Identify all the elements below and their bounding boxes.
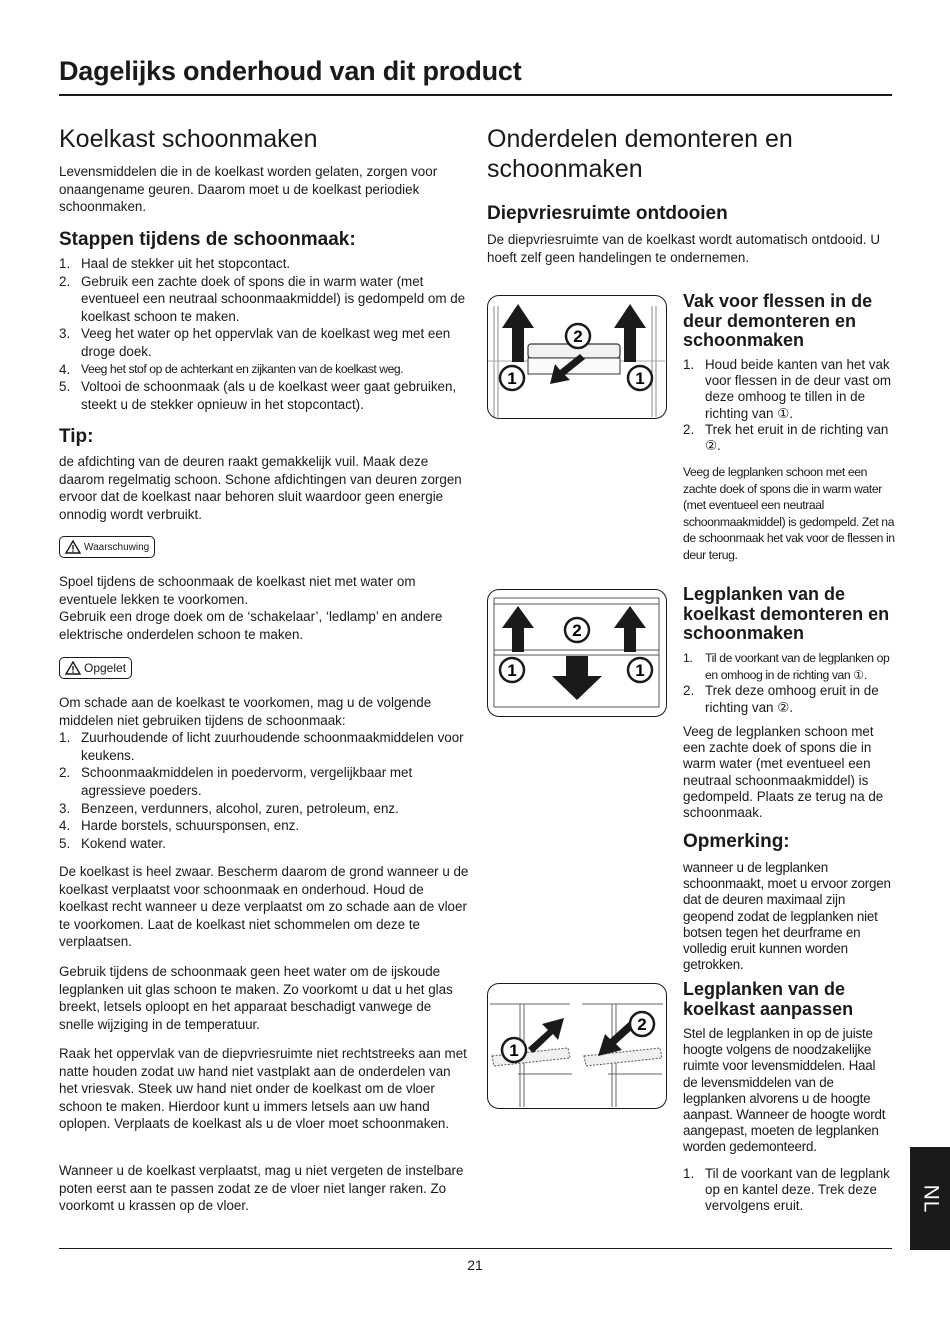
bottle-heading: Vak voor flessen in de deur demonteren en schoonmaken (683, 291, 873, 350)
intro-paragraph: Levensmiddelen die in de koelkast worden gelaten, zorgen voor onaangename geuren. Daarom moet u de koelkast periodiek schoonmaken. (59, 164, 438, 215)
list-text: Gebruik een zachte doek of spons die in warm water (met eventueel een neutraal schoonmaakmiddel) is gedompeld om de koelkast schoon te maken. (81, 273, 466, 324)
list-number: 5. (59, 379, 71, 395)
list-text: Veeg het water op het oppervlak van de koelkast weg met een droge doek. (81, 326, 451, 359)
adjust-illustration (488, 984, 665, 1107)
cleaning-steps-list (59, 255, 469, 413)
list-item (59, 835, 469, 853)
list-text: Til de voorkant van de legplank op en kantel deze. Trek deze vervolgens eruit. (705, 1166, 890, 1214)
list-item (683, 1166, 893, 1215)
warning-badge (59, 536, 155, 558)
adjust-paragraph: Stel de legplanken in op de juiste hoogte volgens de noodzakelijke ruimte voor levensmiddelen. Haal de levensmiddelen van de legplanken alvorens u de hoogte aanpast. Wanneer de hoogte wordt aangepast, moeten de legplanken worden gedemonteerd. (683, 1026, 886, 1155)
list-item (59, 378, 469, 413)
footer-rule (59, 1248, 892, 1249)
caution-list (59, 729, 469, 852)
list-number: 1. (683, 1166, 695, 1181)
list-text: Zuurhoudende of licht zuurhoudende schoonmaakmiddelen voor keukens. (81, 730, 464, 763)
tip-paragraph: de afdichting van de deuren raakt gemakkelijk vuil. Maak deze daarom regelmatig schoon. Schone afdichtingen van deuren zorgen ervoor dat de koelkast naar behoren sluit waardoor geen energie onnodig wordt verbruikt. (59, 454, 462, 522)
figure-label-1: 1 (509, 1041, 519, 1060)
language-tab (910, 1147, 950, 1250)
list-text: Kokend water. (81, 835, 166, 851)
defrost-heading: Diepvriesruimte ontdooien (487, 203, 728, 224)
bottle-paragraph: Veeg de legplanken schoon met een zachte doek of spons die in warm water (met eventueel een neutraal schoonmaakmiddel) is gedompeld. Zet na de schoonmaak het vak voor de flessen in deur terug. (683, 465, 895, 562)
paragraph-glass: Gebruik tijdens de schoonmaak geen heet water om de ijskoude legplanken uit glas schoon te maken. Zo voorkomt u dat u het glas breekt, letsels oploopt en het apparaat beschadigt vanwege de snelle wijziging in de temperatuur. (59, 964, 453, 1032)
page-title: Dagelijks onderhoud van dit product (59, 56, 522, 86)
section-heading-koelkast: Koelkast schoonmaken (59, 125, 318, 153)
shelf-illustration (488, 590, 665, 715)
list-number: 3. (59, 800, 71, 816)
shelf-steps-list (683, 650, 895, 716)
adjust-heading: Legplanken van de koelkast aanpassen (683, 979, 854, 1019)
list-item (59, 800, 469, 818)
list-text: Schoonmaakmiddelen in poedervorm, vergelijkbaar met agressieve poeders. (81, 765, 413, 798)
list-number: 2. (683, 421, 695, 437)
list-text: Benzeen, verdunners, alcohol, zuren, petroleum, enz. (81, 800, 399, 816)
figure-label-2: 2 (572, 621, 582, 640)
list-item (59, 729, 469, 764)
list-item (59, 255, 469, 273)
shelf-figure (487, 589, 667, 717)
figure-label-1: 1 (635, 369, 645, 388)
figure-label-1: 1 (635, 661, 645, 680)
caution-badge (59, 657, 132, 679)
figure-label-1: 1 (507, 661, 517, 680)
list-number: 1. (683, 357, 695, 372)
list-number: 3. (59, 326, 71, 342)
figure-label-2: 2 (637, 1015, 647, 1034)
note-heading: Opmerking: (683, 831, 790, 852)
list-number: 1. (59, 256, 71, 271)
list-text: Harde borstels, schuursponsen, enz. (81, 818, 300, 834)
bottle-rack-illustration (488, 296, 665, 417)
list-number: 4. (59, 818, 71, 834)
list-text: Trek het eruit in de richting van ②. (705, 421, 889, 454)
list-item (683, 650, 895, 683)
list-item (59, 764, 469, 799)
shelf-paragraph: Veeg de legplanken schoon met een zachte doek of spons die in warm water (met eventueel een neutraal schoonmaakmiddel) is gedompeld. Plaats ze terug na de schoonmaak. (683, 724, 884, 821)
steps-heading: Stappen tijdens de schoonmaak: (59, 229, 356, 250)
list-number: 1. (59, 730, 71, 746)
caution-block (59, 694, 469, 852)
list-text: Haal de stekker uit het stopcontact. (81, 256, 291, 271)
defrost-paragraph: De diepvriesruimte van de koelkast wordt automatisch ontdooid. U hoeft zelf geen handelingen te ondernemen. (487, 232, 880, 265)
language-tab-label: NL (918, 1184, 942, 1213)
list-text: Houd beide kanten van het vak voor flessen in de deur vast om deze omhoog te tillen in de richting van ①. (705, 357, 892, 421)
list-item (683, 422, 893, 454)
bottle-rack-figure (487, 295, 667, 419)
caution-intro: Om schade aan de koelkast te voorkomen, mag u de volgende middelen niet gebruiken tijdens de schoonmaak: (59, 695, 432, 728)
shelf-heading: Legplanken van de koelkast demonteren en schoonmaken (683, 584, 890, 643)
warning-paragraph (59, 573, 469, 643)
list-text: Til de voorkant van de legplanken op en omhoog in de richting van ①. (705, 651, 890, 682)
paragraph-legs: Wanneer u de koelkast verplaatst, mag u niet vergeten de instelbare poten eerst aan te passen zodat ze de vloer niet langer raken. Zo voorkomt u krassen op de vloer. (59, 1163, 464, 1214)
warning-triangle-icon (65, 661, 81, 675)
section-heading-onderdelen: Onderdelen demonteren en schoonmaken (487, 125, 793, 183)
list-text: Trek deze omhoog eruit in de richting van ②. (705, 683, 879, 715)
bottle-steps-list (683, 357, 893, 454)
paragraph-freezer: Raak het oppervlak van de diepvriesruimte niet rechtstreeks aan met natte houden zodat uw hand niet vastplakt aan de onderdelen van het vriesvak. Steek uw hand niet onder de koelkast om de vloer schoon te maken. Hierdoor kunt u immers letsels aan uw hand oplopen. Verplaats de koelkast als u de vloer moet schoonmaken. (59, 1046, 467, 1132)
list-number: 4. (59, 361, 71, 377)
warning-text-2: Gebruik een droge doek om de ‘schakelaar’, ‘ledlamp’ en andere elektrische onderdelen schoon te maken. (59, 609, 443, 642)
note-paragraph: wanneer u de legplanken schoonmaakt, moet u ervoor zorgen dat de deuren maximaal zijn geopend zodat de legplanken niet botsen tegen het deurframe en volledig eruit kunnen worden getrokken. (683, 860, 891, 973)
list-item (59, 273, 469, 326)
warning-label: Waarschuwing (84, 541, 150, 553)
list-item (59, 361, 469, 379)
page-number: 21 (467, 1257, 483, 1273)
figure-label-1: 1 (507, 369, 517, 388)
paragraph-moving: De koelkast is heel zwaar. Bescherm daarom de grond wanneer u de koelkast verplaatst voor schoonmaak en onderhoud. Houd de koelkast recht wanneer u deze verplaatst om zo schade aan de vloer te voorkomen. Laat de koelkast niet schommelen om deze te verplaatsen. (59, 864, 469, 950)
list-number: 2. (683, 683, 695, 699)
list-number: 5. (59, 835, 71, 851)
adjust-steps-list (683, 1166, 893, 1215)
adjust-figure (487, 983, 667, 1109)
warning-triangle-icon (65, 540, 81, 554)
list-text: Veeg het stof op de achterkant en zijkanten van de koelkast weg. (81, 361, 404, 376)
list-number: 1. (683, 651, 693, 665)
caution-label: Opgelet (84, 661, 127, 675)
list-item (59, 325, 469, 360)
list-item (683, 357, 893, 422)
list-number: 2. (59, 765, 71, 781)
list-item (683, 683, 895, 716)
list-number: 2. (59, 273, 71, 289)
list-text: Voltooi de schoonmaak (als u de koelkast weer gaat gebruiken, steekt u de stekker opnieuw in het stopcontact). (81, 379, 457, 412)
list-item (59, 817, 469, 835)
tip-heading: Tip: (59, 426, 94, 447)
warning-text-1: Spoel tijdens de schoonmaak de koelkast niet met water om eventuele lekken te voorkomen. (59, 574, 416, 607)
header-rule (59, 94, 892, 96)
figure-label-2: 2 (573, 327, 583, 346)
